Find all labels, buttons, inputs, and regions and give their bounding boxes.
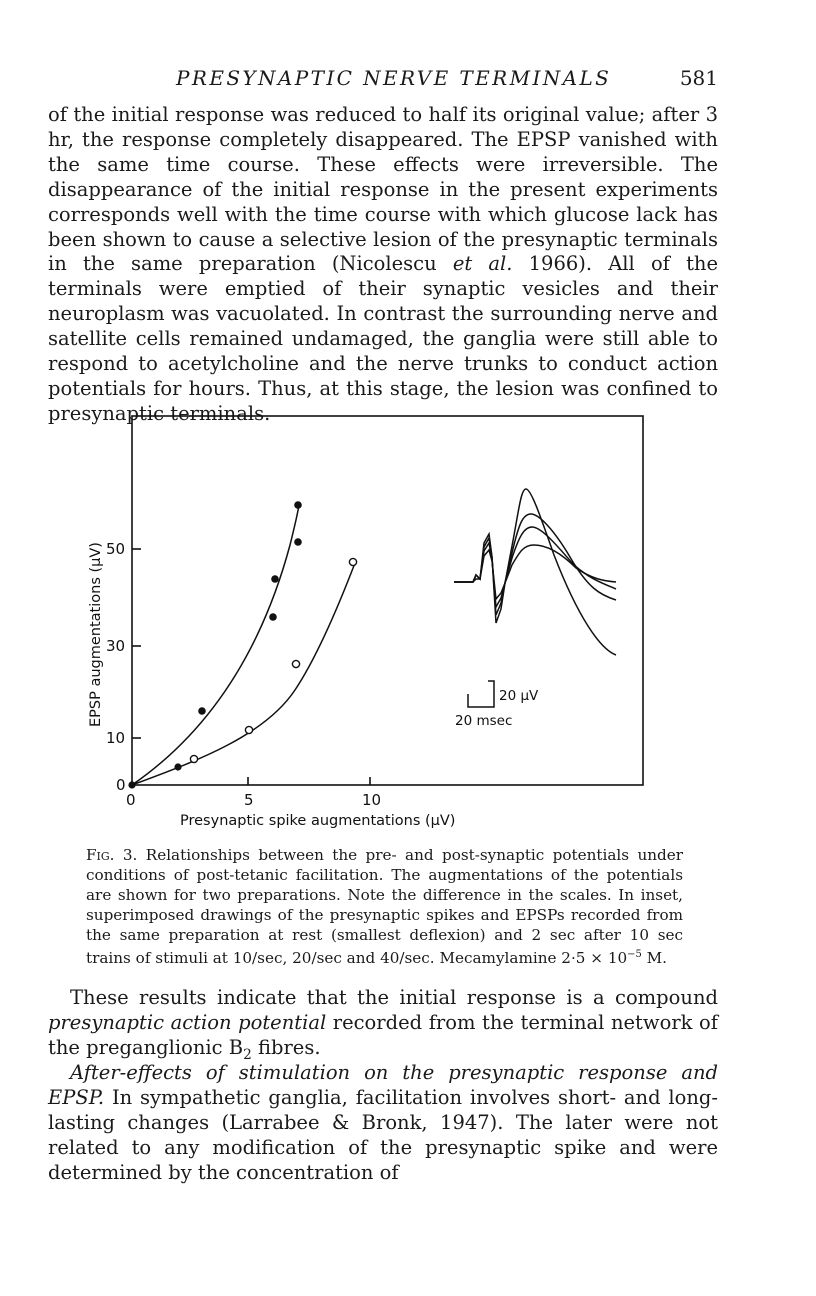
- paragraph-2-subscript: 2: [243, 1046, 252, 1063]
- y-axis-label: EPSP augmentations (µV): [88, 542, 104, 727]
- tick-labels: [106, 540, 381, 809]
- scale-voltage-label: 20 µV: [499, 688, 539, 704]
- data-point-filled: [294, 501, 302, 509]
- inset-traces: [454, 489, 616, 655]
- x-tick-label: 0: [126, 791, 136, 809]
- caption-label: Fig. 3.: [86, 846, 138, 864]
- series-open: [190, 558, 356, 762]
- fit-curve-1: [132, 505, 299, 785]
- running-header: [48, 66, 718, 92]
- figure-3-plot: [80, 405, 660, 835]
- paragraph-2-end: fibres.: [257, 1035, 321, 1059]
- figure-3: [80, 405, 660, 835]
- y-tick-label: 30: [106, 637, 126, 655]
- et-al: et al.: [452, 252, 513, 276]
- x-axis-label: Presynaptic spike augmentations (µV): [180, 813, 456, 829]
- paragraph-1-rest: 1966). All of the terminals were emptied of their synaptic vesicles and their neuroplasm was vacuolated. In contrast the surrounding nerve and satellite cells remained undamaged, the ganglia were still able to respond to acetylcholine and the nerve trunks to conduct action potentials for hours. Thus, at this stage, the lesion was confined to presynaptic terminals.: [48, 252, 719, 425]
- y-tick-label: 0: [116, 776, 126, 794]
- inset-trace: [454, 527, 616, 607]
- paragraph-2-italic: presynaptic action potential: [48, 1010, 327, 1034]
- figure-caption: [86, 845, 683, 968]
- inset-trace: [454, 545, 616, 599]
- paragraph-1: [48, 103, 718, 427]
- data-point-filled: [269, 613, 277, 621]
- data-point-filled: [198, 707, 206, 715]
- data-point-open: [190, 755, 197, 762]
- inset-trace: [454, 514, 616, 615]
- caption-text: Relationships between the pre- and post-synaptic potentials under conditions of post-tetanic facilitation. The augmentations of the potentials are shown for two preparations. Note the difference in the scales. In inset, superimposed drawings of the presynaptic spikes and EPSPs recorded from the same preparation at rest (smallest deflexion) and 2 sec after 10 sec trains of stimuli at 10/sec, 20/sec and 40/sec. Mecamylamine 2·5 × 10: [86, 846, 684, 968]
- x-tick-label: 5: [244, 791, 254, 809]
- caption-exponent: −5: [627, 949, 642, 960]
- paragraph-2-start: These results indicate that the initial response is a compound: [70, 986, 718, 1009]
- paragraph-2: [48, 986, 718, 1068]
- axis-ticks: [132, 549, 370, 785]
- data-point-filled: [271, 575, 279, 583]
- data-point-open: [349, 558, 356, 565]
- data-point-open: [245, 726, 252, 733]
- section-heading: After-effects of stimulation on the presynaptic response and EPSP.: [48, 1061, 718, 1109]
- data-point-filled: [128, 781, 135, 788]
- series-filled: [128, 501, 301, 788]
- paragraph-3-text: In sympathetic ganglia, facilitation involves short- and long-lasting changes (Larrabee & Bronk, 1947). The later were not related to any modification of the presynaptic spike and were determined by the concentration of: [48, 1085, 719, 1184]
- plot-frame: [132, 416, 643, 785]
- x-tick-label: 10: [362, 791, 382, 809]
- paragraph-2-mid: recorded from the terminal network of the preganglionic B: [48, 1010, 718, 1059]
- inset-trace: [454, 489, 616, 655]
- data-point-filled: [294, 538, 302, 546]
- data-point-open: [292, 660, 299, 667]
- scale-time-label: 20 msec: [455, 713, 513, 729]
- caption-unit: M.: [646, 949, 667, 968]
- running-title: PRESYNAPTIC NERVE TERMINALS: [176, 66, 612, 90]
- paragraph-1-text: of the initial response was reduced to half its original value; after 3 hr, the response completely disappeared. The EPSP vanished with the same time course. These effects were irreversible. The disappearance of the initial response in the present experiments corresponds well with the time course with which glucose lack has been shown to cause a selective lesion of the presynaptic terminals in the same preparation (Nicolescu: [48, 103, 718, 276]
- scale-bar: [468, 681, 494, 707]
- paragraph-3: [48, 1061, 718, 1186]
- fit-curve-2: [132, 563, 355, 785]
- data-point-filled: [174, 763, 181, 770]
- page-number: 581: [679, 66, 718, 90]
- y-tick-label: 50: [106, 540, 126, 558]
- y-tick-label: 10: [106, 729, 126, 747]
